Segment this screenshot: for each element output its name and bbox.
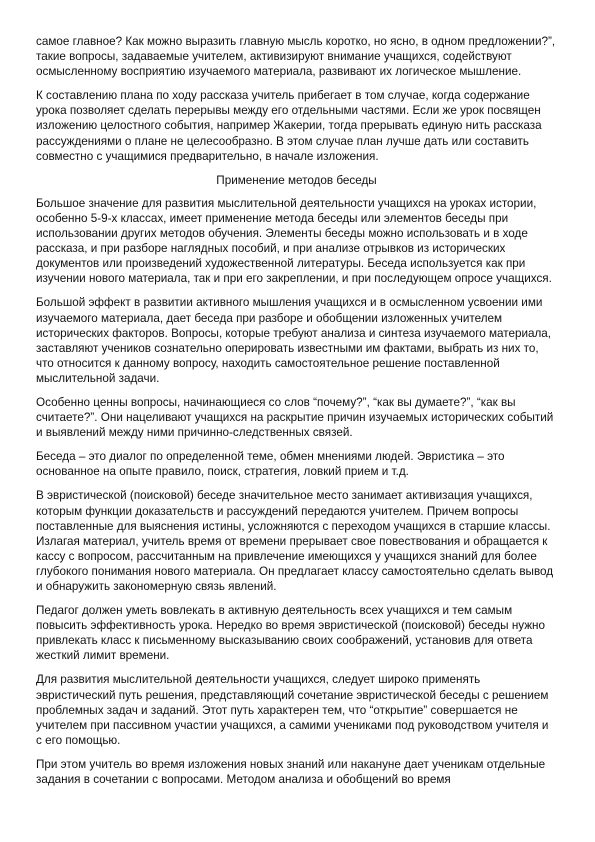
paragraph-8: Педагог должен уметь вовлекать в активную деятельность всех учащихся и тем самым повысить эффективность урока. Нередко во время эвристической (поисковой) беседы нужно привлекать класс к письменному высказыванию своих соображений, установив для ответа жесткий лимит времени. — [36, 604, 546, 663]
paragraph-10: При этом учитель во время изложения новых знаний или накануне дает ученикам отдельные задания в сочетании с вопросами. Методом анализа и обобщений во время — [36, 757, 546, 787]
paragraph-4: Большой эффект в развитии активного мышления учащихся и в осмысленном усвоении ими изучаемого материала, дает беседа при разборе и обобщении изложенных учителем исторических факторов. Вопросы, которые требуют анализа и синтеза изучаемого материала, заставляют учеников сознательно оперировать известными им фактами, выбрать из них то, что относится к данному вопросу, находить самостоятельное решение поставленной мыслительной задачи. — [36, 296, 552, 385]
paragraph-7: В эвристической (поисковой) беседе значительное место занимает активизация учащихся, которым функции доказательств и рассуждений передаются учителем. Причем вопросы поставленные для выяснения истины, усложняются с переходом учащихся в старшие классы. Излагая материал, учитель время от времени прерывает свое повествования и обращается к кассу с вопросом, рассчитанным на привлечение имеющихся у учащихся знаний для более глубокого понимания нового материала. Он предлагает классу самостоятельно сделать вывод и обнаружить закономерную связь явлений. — [36, 489, 554, 593]
paragraph-5: Особенно ценны вопросы, начинающиеся со слов “почему?”, “как вы думаете?”, “как вы считаете?”. Они нацеливают учащихся на раскрытие причин изучаемых исторических событий и выявлений между ними причинно-следственных связей. — [36, 395, 554, 440]
paragraph-3: Большое значение для развития мыслительной деятельности учащихся на уроках истории, особенно 5-9-х классах, имеет применение метода беседы или элементов беседы при использовании других методов обучения. Элементы беседы можно использовать и в ходе рассказа, и при разборе наглядных пособий, и при анализе отрывков из исторических документов или произведений художественной литературы. Беседа используется как при изучении нового материала, так и при его закреплении, и при последующем опросе учащихся. — [36, 196, 552, 286]
document-page — [36, 34, 557, 796]
section-heading: Применение методов беседы — [216, 173, 377, 187]
paragraph-9: Для развития мыслительной деятельности учащихся, следует широко применять эвристический путь решения, представляющий сочетание эвристической беседы с решением проблемных задач и заданий. Этот путь характерен тем, что “открытие” совершается не учителем при пассивном участии учащихся, а самими учениками под руководством учителя и с его помощью. — [36, 673, 549, 747]
paragraph-2: К составлению плана по ходу рассказа учитель прибегает в том случае, когда содержание урока позволяет сделать перерывы между его отдельными частями. Если же урок посвящен изложению целостного события, например Жакерии, тогда прерывать единую нить рассказа рассуждениями о плане не целесообразно. В этом случае план лучше дать или составить совместно с учащимися предварительно, в начале изложения. — [36, 89, 542, 163]
paragraph-6: Беседа – это диалог по определенной теме, обмен мнениями людей. Эвристика – это основанное на опыте правило, поиск, стратегия, ловкий прием и т.д. — [36, 450, 505, 479]
paragraph-1: самое главное? Как можно выразить главную мысль коротко, но ясно, в одном предложении?”, такие вопросы, задаваемые учителем, активизируют внимание учащихся, содействуют осмысленному восприятию изучаемого материала, развивают их логическое мышление. — [36, 35, 556, 79]
